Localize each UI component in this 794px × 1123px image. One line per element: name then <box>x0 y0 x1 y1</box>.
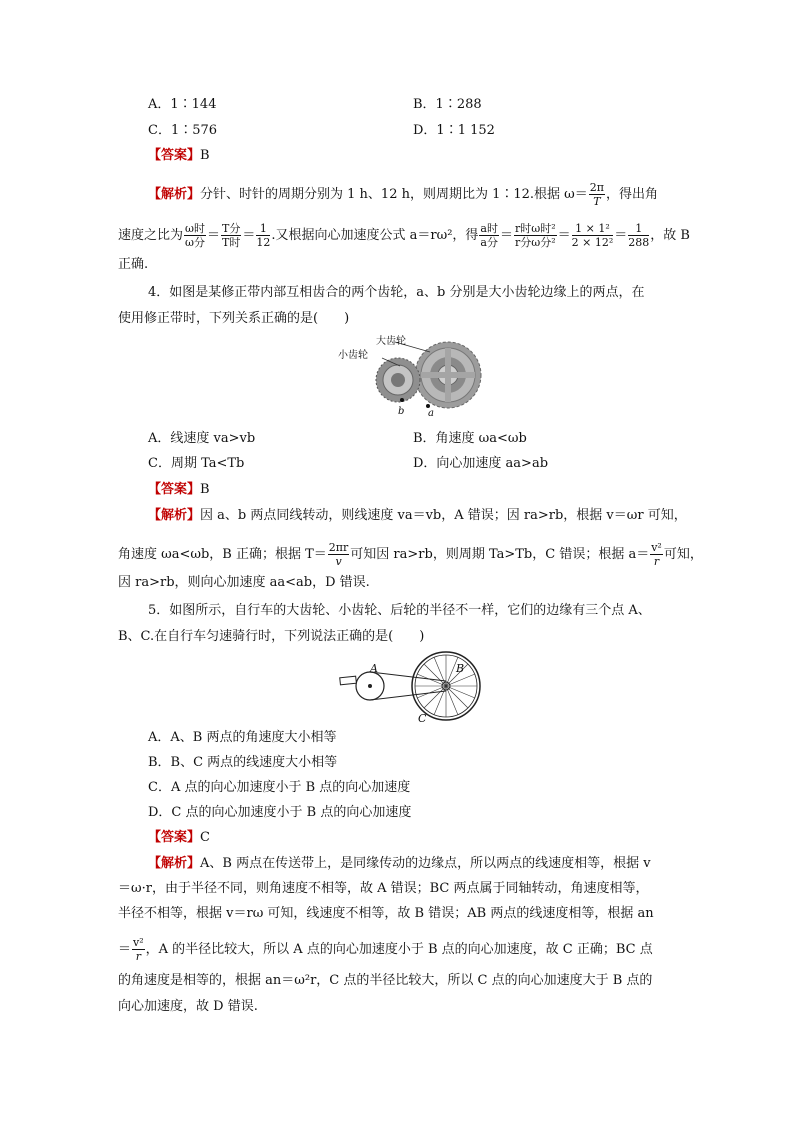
point-a-label: a <box>428 408 434 419</box>
q4-analysis-line2: 角速度 ωa<ωb，B 正确；根据 T＝ $\frac{2\pi r}{v}$ 可知因 ra>rb，则周期 Ta>Tb，C 错误；根据 a＝ $\frac{\text{v²}}{r}$ 可知， <box>118 541 703 568</box>
q4-option-c: C．周期 Ta<Tb <box>148 456 245 471</box>
point-C-label: C <box>418 712 427 725</box>
fraction-2pi-over-t: $\frac{2\pi}{T}$ <box>589 181 605 208</box>
point-B-label: B <box>456 662 465 675</box>
q5-analysis-line1: 【解析】A、B 两点在传送带上，是同缘传动的边缘点，所以两点的线速度相等，根据 v <box>148 856 651 871</box>
q5-answer <box>148 829 210 847</box>
q3-option-d: D．1∶1 152 <box>413 123 495 138</box>
fraction-v2-over-r: $\frac{\text{v²}}{r}$ <box>133 936 144 963</box>
q5-option-a: A．A、B 两点的角速度大小相等 <box>148 730 337 745</box>
big-gear <box>415 342 481 408</box>
q3-option-b: B．1∶288 <box>413 97 482 112</box>
answer-tag: 【答案】 <box>148 830 201 845</box>
q3-analysis-line1: 【解析】分针、时针的周期分别为 1 h、12 h，则周期比为 1∶12.根据 ω＝ $\frac{2\pi}{T}$ ，得出角 <box>148 181 659 208</box>
q4-option-d: D．向心加速度 aa>ab <box>413 456 549 471</box>
q5-analysis-line5: 的角速度是相等的，根据 an＝ω²r，C 点的半径比较大，所以 C 点的向心加速度大于 B 点的 <box>118 973 653 988</box>
q5-analysis-line4: ＝ $\frac{\text{v²}}{r}$ ，A 的半径比较大，所以 A 点的向心加速度小于 B 点的向心加速度，故 C 正确；BC 点 <box>118 936 653 963</box>
small-gear-label: 小齿轮 <box>338 350 368 361</box>
q3-option-c: C．1∶576 <box>148 123 218 138</box>
q4-stem-line2: 使用修正带时，下列关系正确的是( ) <box>118 311 350 326</box>
fraction-result: $\frac{1}{288}$ <box>628 222 650 249</box>
q5-option-c: C．A 点的向心加速度小于 B 点的向心加速度 <box>148 780 411 795</box>
q3-analysis-line2: 速度之比为 $\frac{\text{ω时}}{\text{ω分}}$ ＝ $\frac{\text{T分}}{\text{T时}}$ ＝ $\frac{1}{12}$ .又根据向心加速度公式 a＝rω²，得 $\frac{\text{a时}}{\text{a分}}$ ＝ $\frac{\text{r时ω时²}}{\text{r分ω分²}}$ ＝ $\frac{\text{1 × 1²}}{\text{2 × 12²}}$ ＝ $\frac{1}{288}$ ，故 B <box>118 222 690 249</box>
point-b-label: b <box>398 406 405 417</box>
q4-answer <box>148 481 210 499</box>
q5-option-b: B．B、C 两点的线速度大小相等 <box>148 755 338 770</box>
point-A-label: A <box>370 662 378 675</box>
big-gear-label: 大齿轮 <box>376 336 406 347</box>
q5-analysis-line2: ＝ω·r，由于半径不同，则角速度不相等，故 A 错误；BC 两点属于同轴转动，角速度相等， <box>118 881 649 896</box>
q5-option-d: D．C 点的向心加速度小于 B 点的向心加速度 <box>148 805 412 820</box>
answer-tag: 【答案】 <box>148 482 201 497</box>
q3-answer <box>148 147 210 165</box>
q5-analysis-line3: 半径不相等，根据 v＝rω 可知，线速度不相等，故 B 错误；AB 两点的线速度相等，根据 an <box>118 906 654 921</box>
q4-analysis-line1: 【解析】因 a、b 两点同线转动，则线速度 va＝vb，A 错误；因 ra>rb，根据 v＝ωr 可知， <box>148 508 687 523</box>
gear-figure <box>330 330 490 420</box>
fraction-t-ratio: $\frac{\text{T分}}{\text{T时}}$ <box>222 222 241 249</box>
answer-value: B <box>200 482 210 497</box>
q4-analysis-line3: 因 ra>rb，则向心加速度 aa<ab，D 错误. <box>118 575 370 590</box>
q4-option-a: A．线速度 va>vb <box>148 431 256 446</box>
analysis-tag: 【解析】 <box>148 508 201 523</box>
fraction-omega-ratio: $\frac{\text{ω时}}{\text{ω分}}$ <box>185 222 205 249</box>
fraction-2pir-over-v: $\frac{2\pi r}{v}$ <box>328 541 349 568</box>
q3-analysis-line3: 正确. <box>118 257 149 272</box>
analysis-tag: 【解析】 <box>148 187 201 202</box>
fraction-one-twelfth: $\frac{1}{12}$ <box>256 222 271 249</box>
answer-value: B <box>200 148 210 163</box>
answer-tag: 【答案】 <box>148 148 201 163</box>
q4-option-b: B．角速度 ωa<ωb <box>413 431 527 446</box>
q5-stem-line1: 5．如图所示，自行车的大齿轮、小齿轮、后轮的半径不一样，它们的边缘有三个点 A、 <box>148 603 651 618</box>
fraction-numeric: $\frac{\text{1 × 1²}}{\text{2 × 12²}}$ <box>571 222 614 249</box>
q5-analysis-line6: 向心加速度，故 D 错误. <box>118 999 258 1014</box>
q3-option-a: A．1∶144 <box>148 97 217 112</box>
fraction-rw-ratio: $\frac{\text{r时ω时²}}{\text{r分ω分²}}$ <box>515 222 556 249</box>
analysis-tag: 【解析】 <box>148 856 201 871</box>
fraction-v2-over-r: $\frac{\text{v²}}{r}$ <box>651 541 662 568</box>
fraction-a-ratio: $\frac{\text{a时}}{\text{a分}}$ <box>480 222 498 249</box>
q4-stem-line1: 4．如图是某修正带内部互相齿合的两个齿轮，a、b 分别是大小齿轮边缘上的两点，在 <box>148 285 645 300</box>
q5-stem-line2: B、C.在自行车匀速骑行时，下列说法正确的是( ) <box>118 629 425 644</box>
small-gear <box>376 358 420 402</box>
answer-value: C <box>200 830 210 845</box>
